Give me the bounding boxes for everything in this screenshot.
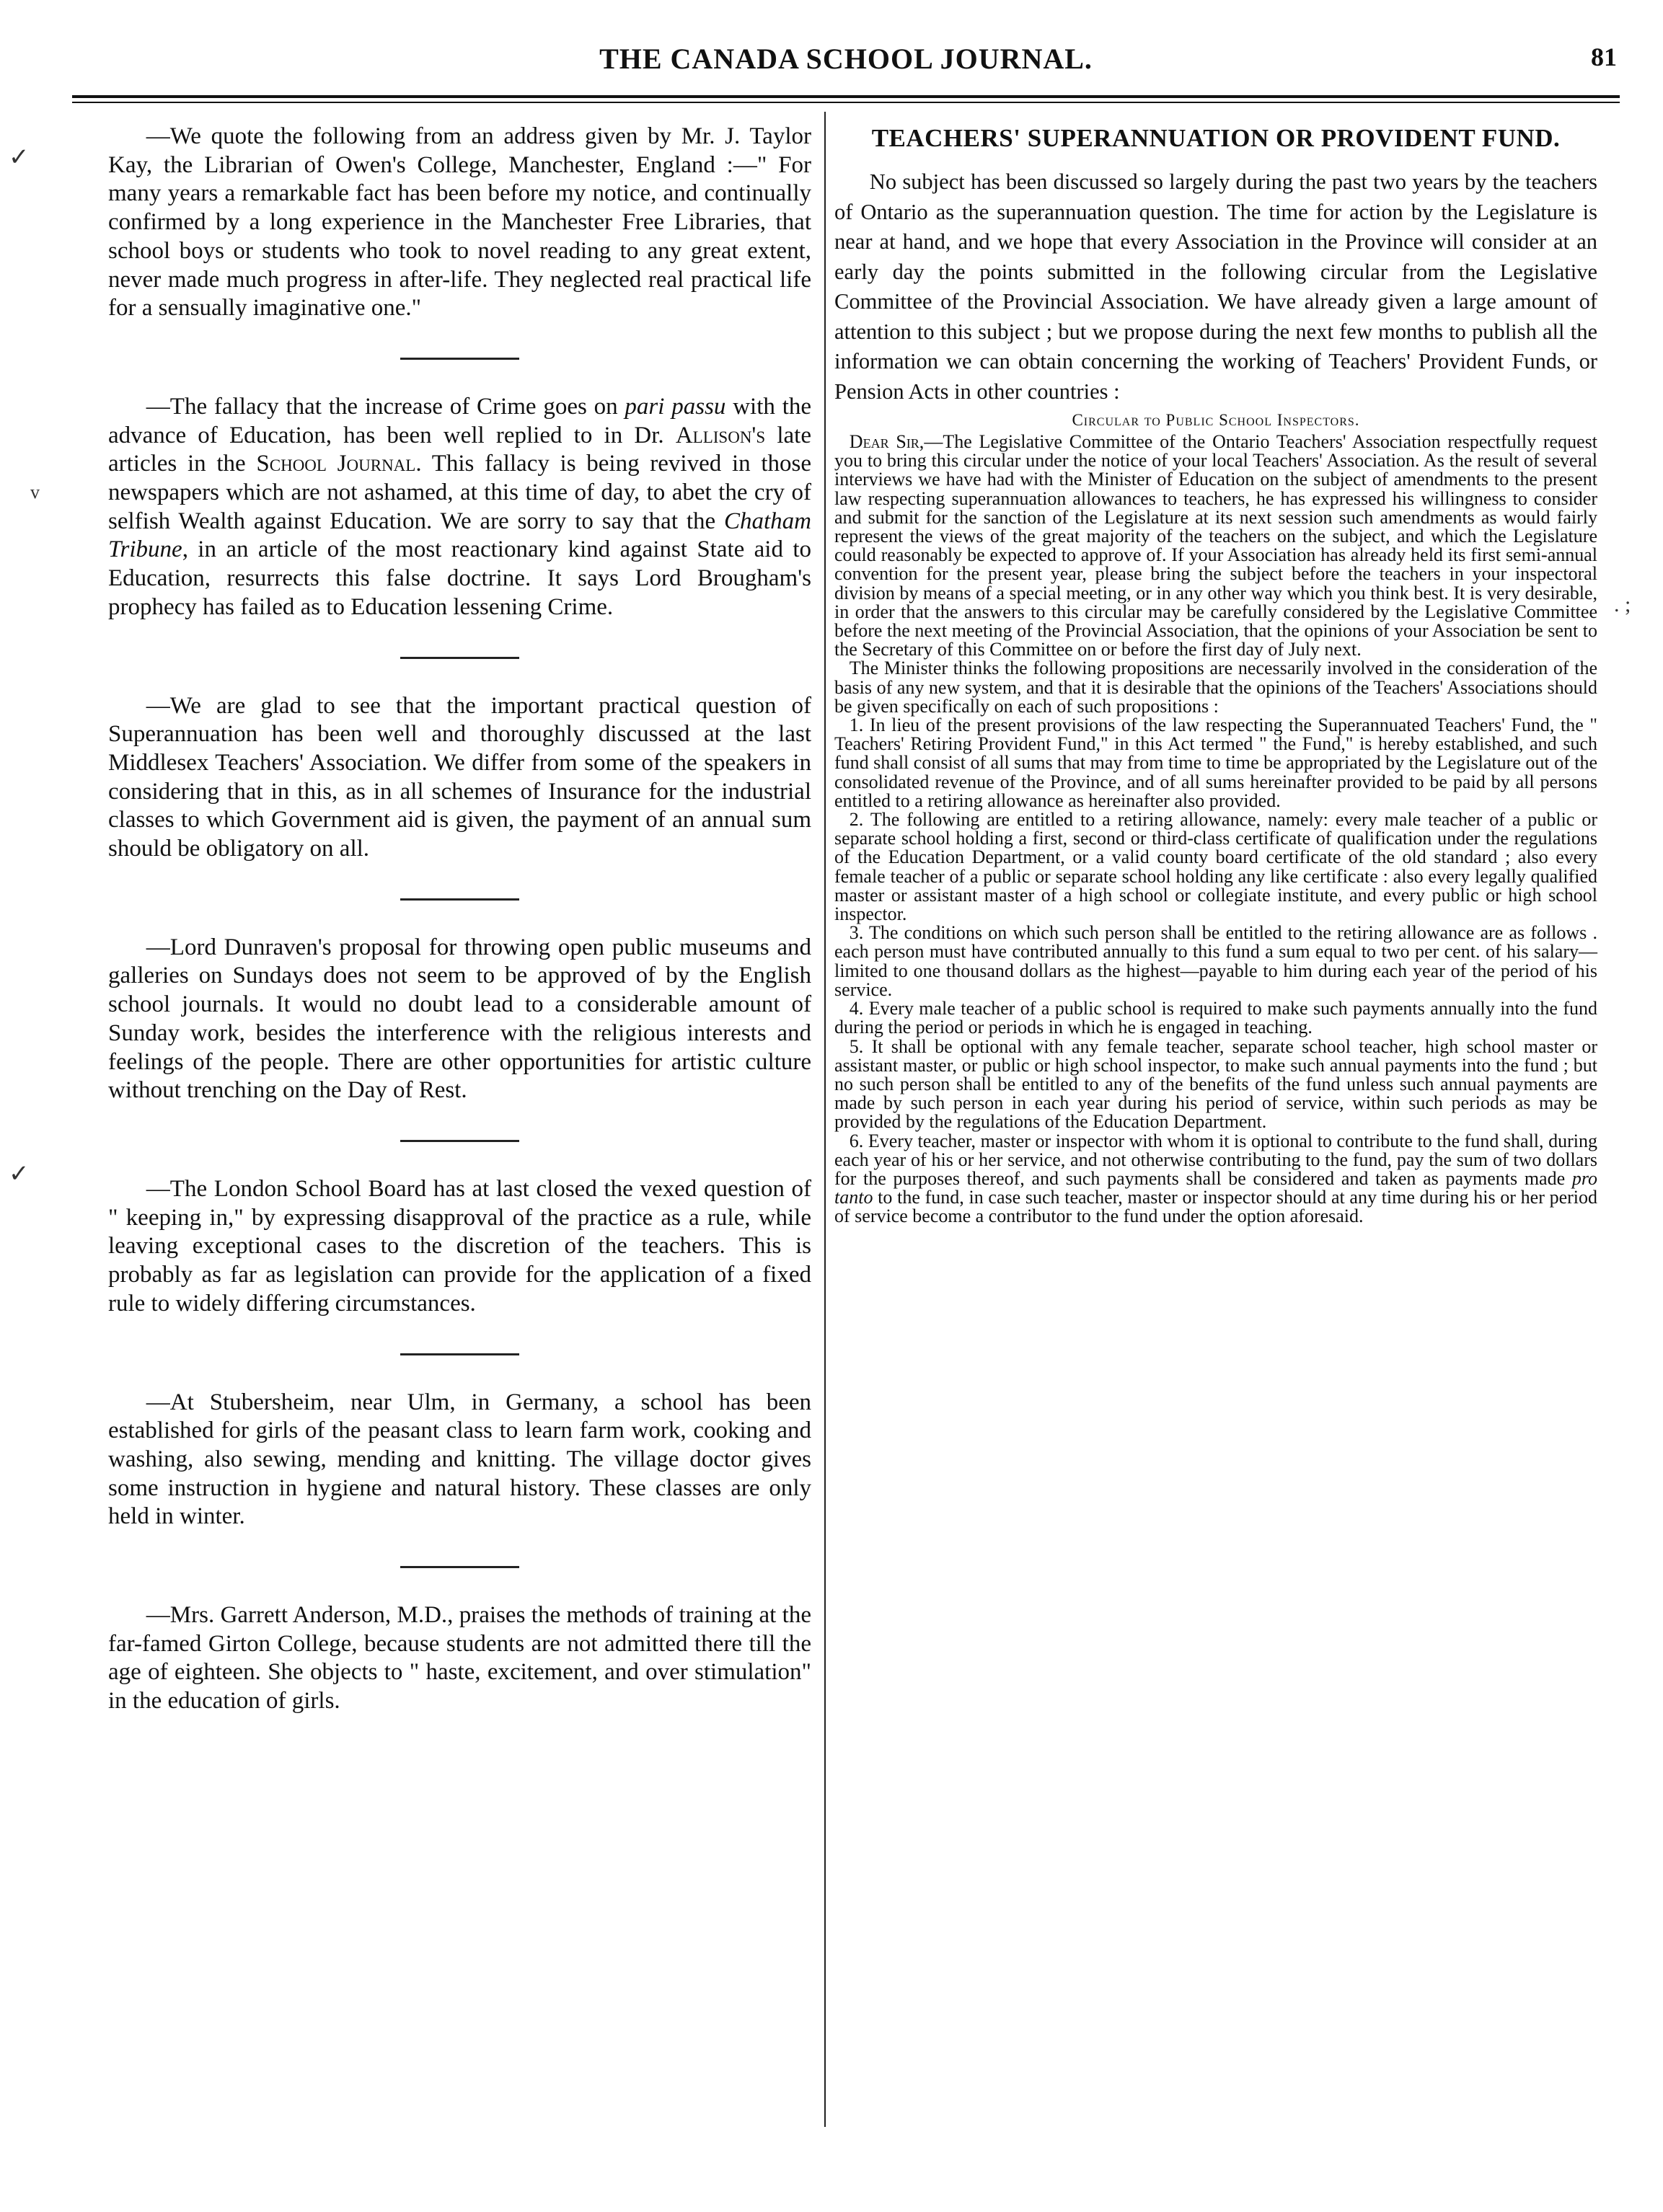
article-london-board: —The London School Board has at last closed the vexed question of " keeping in," by expressing disapproval of the practice as a rule, while leaving exceptional cases to the discretion of the teachers. This is probably as far as legislation can provide for the application of a fixed rule to widely differing circumstances. [108,1175,811,1317]
article-superannuation: —We are glad to see that the important practical question of Superannuation has been well and thoroughly discussed at the last Middlesex Teachers' Association. We differ from some of the speakers in considering that in this, as in all schemes of Insurance for the industrial classes to which Government aid is given, the payment of an annual sum should be obligatory on all. [108,692,811,862]
check-mark-icon: ✓ [9,144,30,171]
separator [400,1353,519,1355]
article-kay-quote: —We quote the following from an address given by Mr. J. Taylor Kay, the Librarian of Owen's College, Manchester, England :—" For many years a remarkable fact has been before my notice, and continually confirmed by a long experience in the Manchester Free Libraries, that school boys or students who took to novel reading to any great extent, never made much progress in after-life. They neglected real practical life for a sensually imaginative one." [108,123,811,322]
proposition-3: 3. The conditions on which such person shall be entitled to the retiring allowance are as follows . each person must have contributed annually to this fund a sum equal to two per cent. of his salary—limited to one thousand dollars as the highest—payable to him during each year of the period of his service. [834,922,1597,1000]
page-number: 81 [1591,43,1617,71]
section-title: TEACHERS' SUPERANNUATION OR PROVIDENT FUND. [871,124,1561,152]
circular-heading: Circular to Public School Inspectors. [1072,411,1360,429]
separator [400,358,519,360]
page-header [65,42,1627,85]
right-column [834,124,1597,1226]
header-rule-thick [72,95,1620,98]
journal-title: THE CANADA SCHOOL JOURNAL. [599,43,1093,75]
column-divider [824,112,826,2127]
circular-letter: Dear Sir,—The Legislative Committee of the Ontario Teachers' Association respectfully request you to bring this circular under the notice of your local Teachers' Association. As the result of several interviews we have had with the Minister of Education on the subject of amendments to the present law respecting superannuation allowances to teachers, he has expressed his willingness to consider and submit for the sanction of the Legislature at its next session such amendments as would fairly represent the views of the great majority of the teachers on the subject, and which the Legislature could reasonably be expected to approve of. If your Association has already held its first semi-annual convention for the present year, please bring the subject before the teachers in your inspectoral division by means of a special meeting, or in any other way which you think best. It is very desirable, in order that the answers to this circular may be carefully considered by the Legislative Committee before the next meeting of the Provincial Association, that the opinions of your Association be sent to the Secretary of this Committee on or before the first day of July next. [834,431,1597,660]
check-mark-icon: ✓ [9,1161,30,1187]
header-rule-thin [72,102,1620,103]
minister-statement: The Minister thinks the following propositions are necessarily involved in the consideration of the basis of any new system, and that it is desirable that the opinions of the Teachers' Associations should be given specifically on each of such propositions : [834,658,1597,717]
proposition-2: 2. The following are entitled to a retiring allowance, namely: every male teacher of a public or separate school holding a first, second or third-class certificate of qualification under the regulations of the Education Department, or a valid county board certificate of the old standard ; also every female teacher of a public or separate school holding any like certificate : also every legally qualified master or assistant master of a high school or collegiate institute, and every public or high school inspector. [834,809,1597,925]
separator [400,657,519,659]
proposition-1: 1. In lieu of the present provisions of the law respecting the Superannuated Teachers' Fund, the " Teachers' Retiring Provident Fund," in this Act termed " the Fund," is hereby established, and such fund shall consist of all sums that may from time to time be appropriated by the Legislature out of the consolidated revenue of the Province, and of all sums hereinafter provided to be paid by all persons entitled to a retiring allowance as hereinafter also provided. [834,715,1597,811]
margin-dots-icon: . ; [1614,593,1631,616]
article-garrett-anderson: —Mrs. Garrett Anderson, M.D., praises the methods of training at the far-famed Girton College, because students are not admitted there till the age of eighteen. She objects to " haste, excitement, and over stimulation" in the education of girls. [108,1602,811,1715]
proposition-6: 6. Every teacher, master or inspector with whom it is optional to contribute to the fund shall, during each year of his or her service, and not otherwise contributing to the fund, pay the sum of two dollars for the purposes thereof, and such payments shall be considered and taken as payments made pro tanto to the fund, in case such teacher, master or inspector should at any time during his or her period of service become a contributor to the fund under the option aforesaid. [834,1130,1597,1227]
separator [400,1566,519,1568]
proposition-4: 4. Every male teacher of a public school is required to make such payments annually into the fund during the period or periods in which he is engaged in teaching. [834,998,1597,1038]
proposition-5: 5. It shall be optional with any female teacher, separate school teacher, high school master or assistant master, or public or high school inspector, to make such annual payments into the fund ; but no such person shall be entitled to any of the benefits of the fund unless such annual payments are made by such person in each year during his period of service, within such periods as may be provided by the regulations of the Education Department. [834,1035,1597,1133]
separator [400,1140,519,1142]
article-stubersheim: —At Stubersheim, near Ulm, in Germany, a school has been established for girls of the peasant class to learn farm work, cooking and washing, also sewing, mending and knitting. The village doctor gives some instruction in hygiene and natural history. These classes are only held in winter. [108,1389,811,1530]
editorial-intro: No subject has been discussed so largely during the past two years by the teachers of Ontario as the superannuation question. The time for action by the Legislature is near at hand, and we hope that every Association in the Province will consider at an early day the points submitted in the following circular from the Legislative Committee of the Provincial Association. We have already given a large amount of attention to this subject ; but we propose during the next few months to publish all the information we can obtain concerning the working of Teachers' Provident Funds, or Pension Acts in other countries : [834,169,1597,404]
tick-mark-icon: v [30,482,40,503]
article-crime-fallacy: —The fallacy that the increase of Crime goes on pari passu with the advance of Education, has been well replied to in Dr. Allison's late articles in the School Journal. This fallacy is being revived in those newspapers which are not ashamed, at this time of day, to abet the cry of selfish Wealth against Education. We are sorry to say that the Chatham Tribune, in an article of the most reactionary kind against State aid to Education, resurrects this false doctrine. It says Lord Brougham's prophecy has failed as to Education lessening Crime. [108,393,812,620]
article-dunraven: —Lord Dunraven's proposal for throwing open public museums and galleries on Sundays does not seem to be approved of by the English school journals. It would no doubt lead to a considerable amount of Sunday work, besides the interference with the religious interests and feelings of the people. There are other opportunities for artistic culture without trenching on the Day of Rest. [108,934,811,1104]
separator [400,898,519,901]
left-column [108,123,811,1716]
